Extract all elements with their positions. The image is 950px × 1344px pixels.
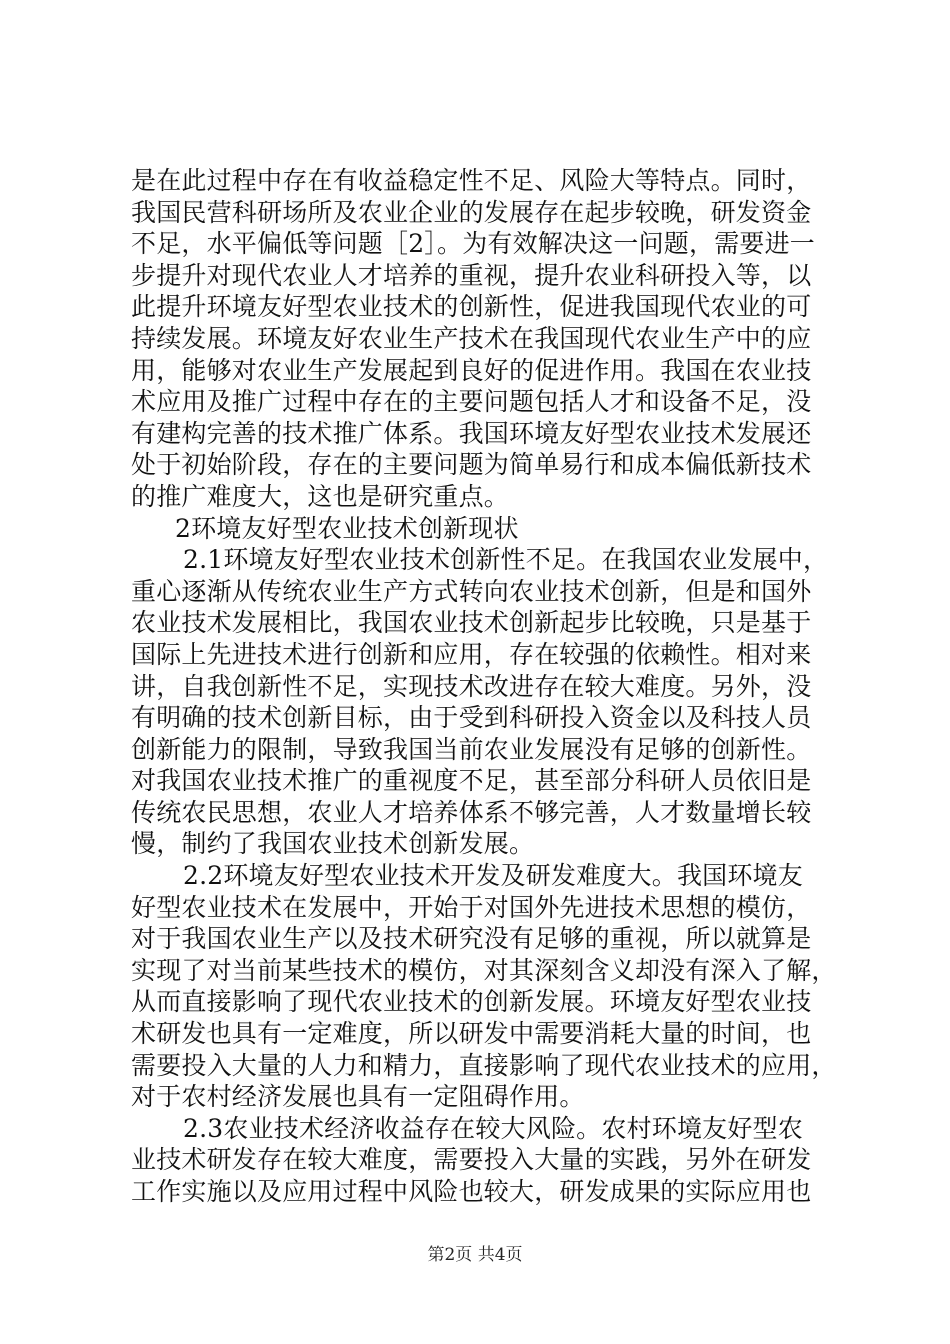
text-line: 处于初始阶段，存在的主要问题为简单易行和成本偏低新技术 bbox=[131, 450, 812, 480]
text-line: 术研发也具有一定难度，所以研发中需要消耗大量的时间，也 bbox=[131, 1019, 812, 1049]
text-line: 步提升对现代农业人才培养的重视，提升农业科研投入等，以 bbox=[131, 260, 812, 290]
page-footer: 第2页 共4页 bbox=[427, 1245, 523, 1265]
text-line: 此提升环境友好型农业技术的创新性，促进我国现代农业的可 bbox=[131, 292, 812, 322]
text-line: 好型农业技术在发展中，开始于对国外先进技术思想的模仿， bbox=[131, 892, 812, 922]
text-line: 2.1环境友好型农业技术创新性不足。在我国农业发展中， bbox=[183, 545, 829, 575]
text-line: 讲，自我创新性不足，实现技术改进存在较大难度。另外，没 bbox=[131, 671, 812, 701]
text-line: 对我国农业技术推广的重视度不足，甚至部分科研人员依旧是 bbox=[131, 766, 812, 796]
text-line: 术应用及推广过程中存在的主要问题包括人才和设备不足，没 bbox=[131, 387, 812, 417]
text-line: 不足，水平偏低等问题［2］。为有效解决这一问题，需要进一 bbox=[131, 229, 816, 259]
text-line: 对于农村经济发展也具有一定阻碍作用。 bbox=[131, 1082, 585, 1112]
document-body bbox=[131, 165, 837, 1208]
text-line: 业技术研发存在较大难度，需要投入大量的实践，另外在研发 bbox=[131, 1145, 812, 1175]
text-line: 对于我国农业生产以及技术研究没有足够的重视，所以就算是 bbox=[131, 924, 812, 954]
text-line: 传统农民思想，农业人才培养体系不够完善，人才数量增长较 bbox=[131, 797, 812, 827]
text-line: 2.2环境友好型农业技术开发及研发难度大。我国环境友 bbox=[183, 861, 803, 891]
text-line: 我国民营科研场所及农业企业的发展存在起步较晚，研发资金 bbox=[131, 197, 812, 227]
text-line: 实现了对当前某些技术的模仿，对其深刻含义却没有深入了解， bbox=[131, 955, 837, 985]
text-line: 有明确的技术创新目标，由于受到科研投入资金以及科技人员 bbox=[131, 703, 812, 733]
text-line: 农业技术发展相比，我国农业技术创新起步比较晚，只是基于 bbox=[131, 608, 812, 638]
text-line: 持续发展。环境友好农业生产技术在我国现代农业生产中的应 bbox=[131, 323, 812, 353]
text-line: 重心逐渐从传统农业生产方式转向农业技术创新，但是和国外 bbox=[131, 576, 812, 606]
text-line: 的推广难度大，这也是研究重点。 bbox=[131, 481, 510, 511]
text-line: 创新能力的限制，导致我国当前农业发展没有足够的创新性。 bbox=[131, 734, 812, 764]
text-line: 慢，制约了我国农业技术创新发展。 bbox=[131, 829, 535, 859]
text-line: 从而直接影响了现代农业技术的创新发展。环境友好型农业技 bbox=[131, 987, 812, 1017]
text-line: 2.3农业技术经济收益存在较大风险。农村环境友好型农 bbox=[183, 1113, 803, 1143]
text-line: 工作实施以及应用过程中风险也较大，研发成果的实际应用也 bbox=[131, 1177, 812, 1206]
text-line: 是在此过程中存在有收益稳定性不足、风险大等特点。同时， bbox=[131, 166, 812, 195]
section-heading: 2环境友好型农业技术创新现状 bbox=[175, 513, 519, 543]
text-line: 需要投入大量的人力和精力，直接影响了现代农业技术的应用， bbox=[131, 1050, 837, 1080]
text-line: 国际上先进技术进行创新和应用，存在较强的依赖性。相对来 bbox=[131, 639, 812, 669]
text-line: 用，能够对农业生产发展起到良好的促进作用。我国在农业技 bbox=[131, 355, 812, 385]
text-line: 有建构完善的技术推广体系。我国环境友好型农业技术发展还 bbox=[131, 418, 812, 448]
